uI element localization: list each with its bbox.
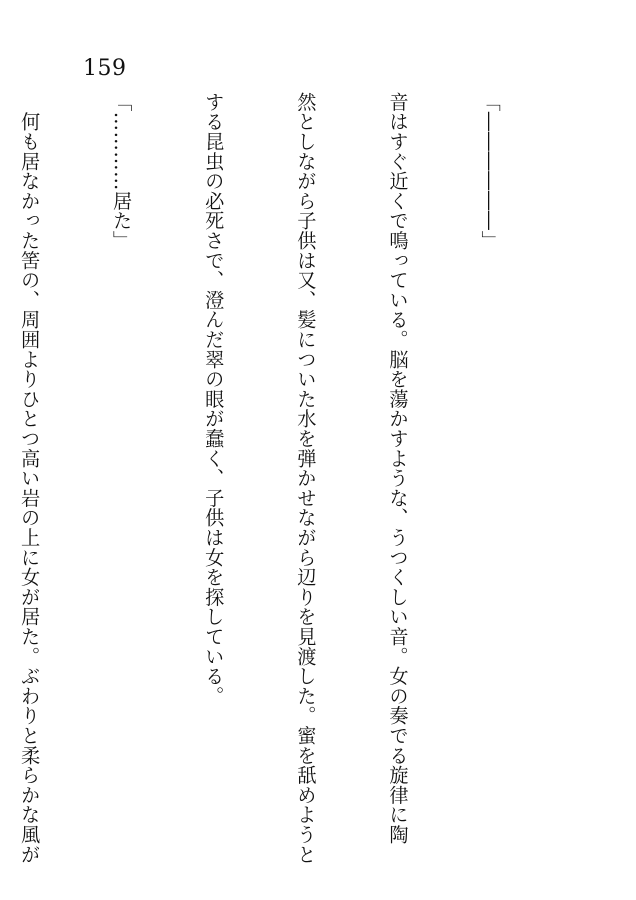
- text-column: する昆虫の必死さで、澄んだ翠の眼が蠢く、子供は女を探している。: [202, 92, 226, 706]
- text-column: 「…………居た」: [110, 92, 134, 251]
- page-number: 159: [83, 56, 127, 81]
- text-column: 「――――――」: [478, 92, 502, 251]
- vertical-text-body: [0, 92, 566, 865]
- text-column: 然としながら子供は又、髪についた水を弾かせながら辺りを見渡した。蜜を舐めようと: [294, 92, 318, 865]
- text-column: 何も居なかった筈の、周囲よりひとつ高い岩の上に女が居た。ぶわりと柔らかな風が: [18, 92, 42, 865]
- text-column: 音はすぐ近くで鳴っている。脳を蕩かすような、うつくしい音。女の奏でる旋律に陶: [386, 92, 410, 845]
